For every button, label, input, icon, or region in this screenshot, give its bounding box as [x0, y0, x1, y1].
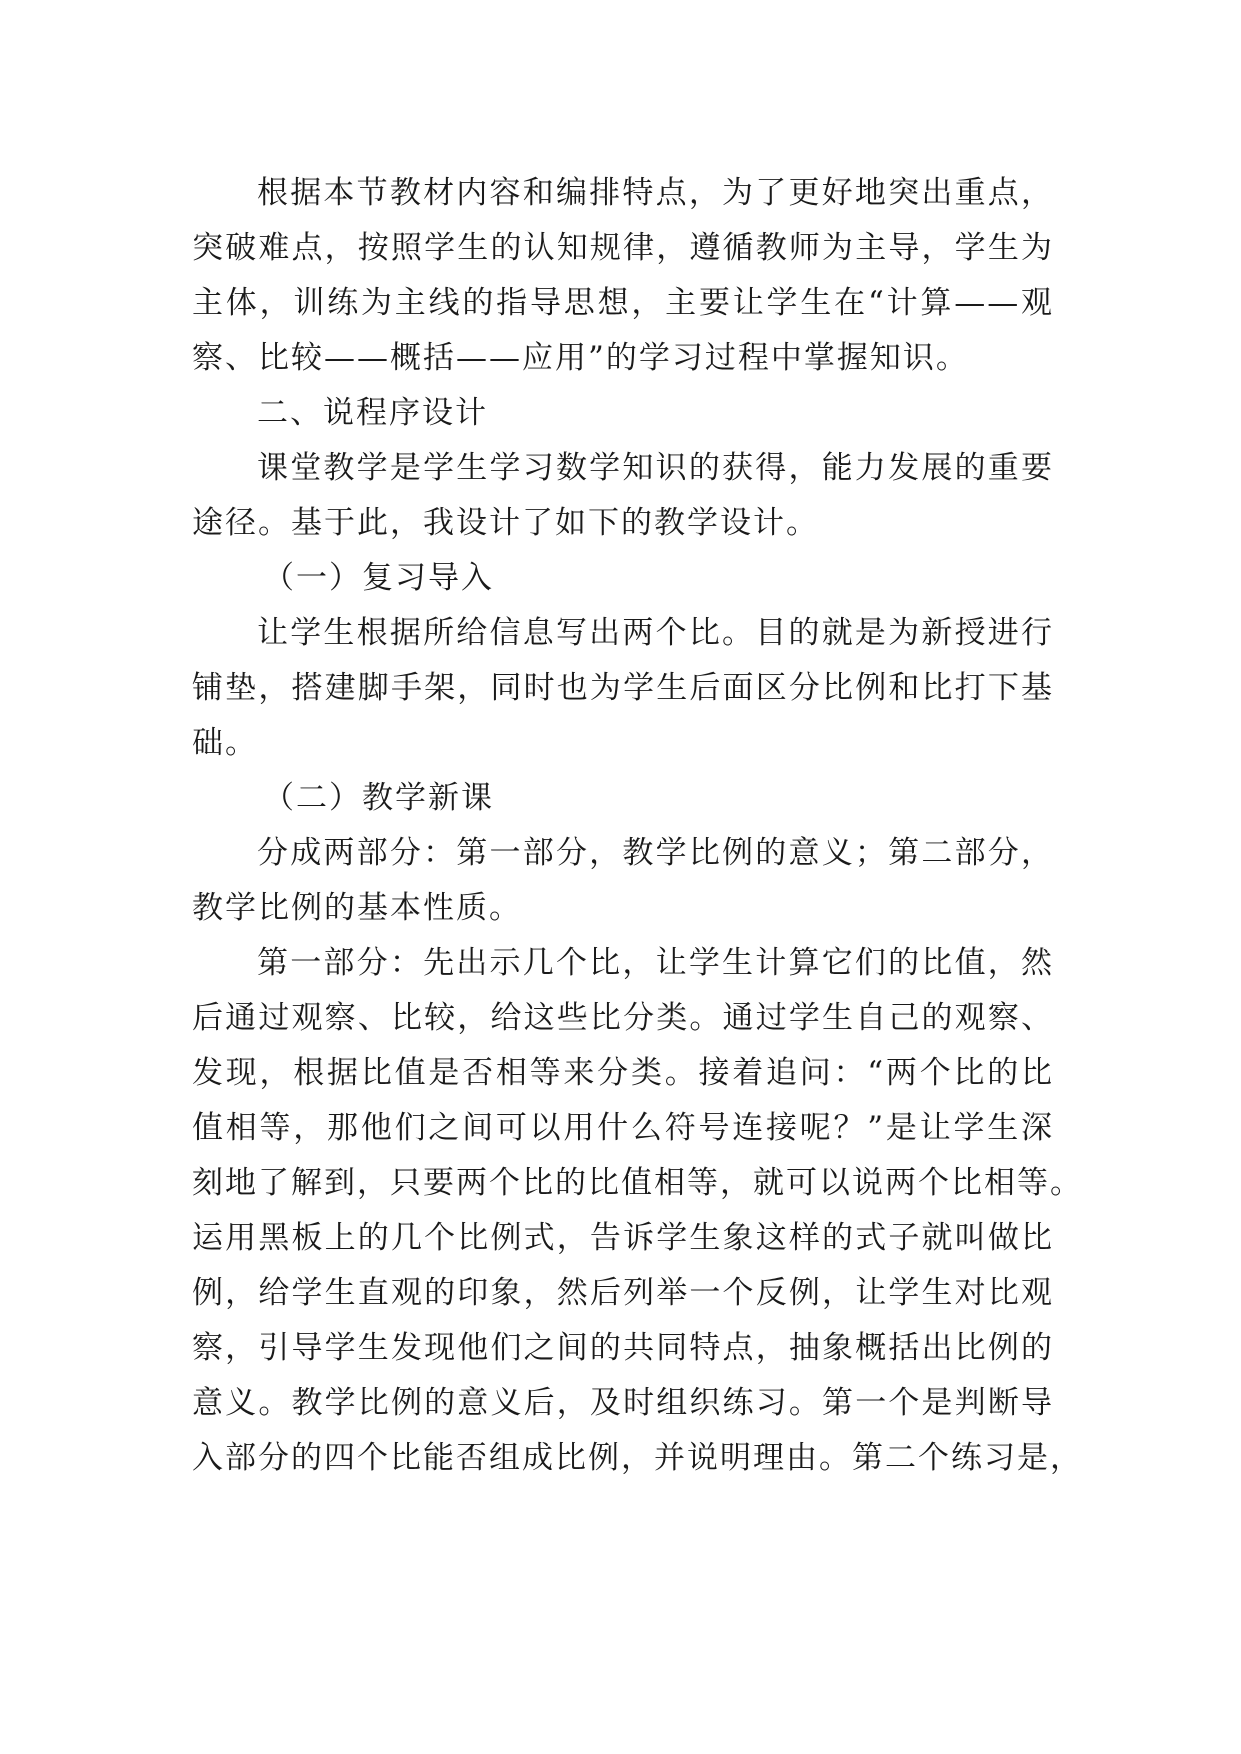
paragraph-line: 根据本节教材内容和编排特点，为了更好地突出重点，	[257, 175, 1054, 211]
paragraph-line: 教学比例的基本性质。	[192, 890, 522, 926]
paragraph-line: 后通过观察、比较，给这些比分类。通过学生自己的观察、	[192, 1000, 1054, 1036]
paragraph-line: 第一部分：先出示几个比，让学生计算它们的比值，然	[257, 945, 1054, 981]
paragraph-line: 值相等，那他们之间可以用什么符号连接呢？”是让学生深	[192, 1110, 1054, 1146]
paragraph-line: 途径。基于此，我设计了如下的教学设计。	[192, 505, 819, 541]
paragraph-line: 课堂教学是学生学习数学知识的获得，能力发展的重要	[257, 450, 1054, 486]
paragraph-line: 让学生根据所给信息写出两个比。目的就是为新授进行	[257, 615, 1054, 651]
paragraph-line: 础。	[192, 725, 258, 761]
paragraph-line: 分成两部分：第一部分，教学比例的意义；第二部分，	[257, 835, 1054, 871]
subsection-heading: （二）教学新课	[263, 780, 494, 816]
paragraph-line: 主体，训练为主线的指导思想，主要让学生在“计算——观	[192, 285, 1054, 321]
paragraph-line: 突破难点，按照学生的认知规律，遵循教师为主导，学生为	[192, 230, 1054, 266]
paragraph-line: 刻地了解到，只要两个比的比值相等，就可以说两个比相等。	[192, 1165, 1083, 1201]
paragraph-line: 意义。教学比例的意义后，及时组织练习。第一个是判断导	[192, 1385, 1054, 1421]
paragraph-line: 例，给学生直观的印象，然后列举一个反例，让学生对比观	[192, 1275, 1054, 1311]
paragraph-line: 铺垫，搭建脚手架，同时也为学生后面区分比例和比打下基	[192, 670, 1054, 706]
section-heading: 二、说程序设计	[257, 395, 488, 431]
paragraph-line: 入部分的四个比能否组成比例，并说明理由。第二个练习是，	[192, 1440, 1083, 1476]
paragraph-line: 察，引导学生发现他们之间的共同特点，抽象概括出比例的	[192, 1330, 1054, 1366]
paragraph-line: 发现，根据比值是否相等来分类。接着追问：“两个比的比	[192, 1055, 1054, 1091]
paragraph-line: 察、比较——概括——应用”的学习过程中掌握知识。	[192, 340, 969, 376]
paragraph-line: 运用黑板上的几个比例式，告诉学生象这样的式子就叫做比	[192, 1220, 1054, 1256]
subsection-heading: （一）复习导入	[263, 560, 494, 596]
